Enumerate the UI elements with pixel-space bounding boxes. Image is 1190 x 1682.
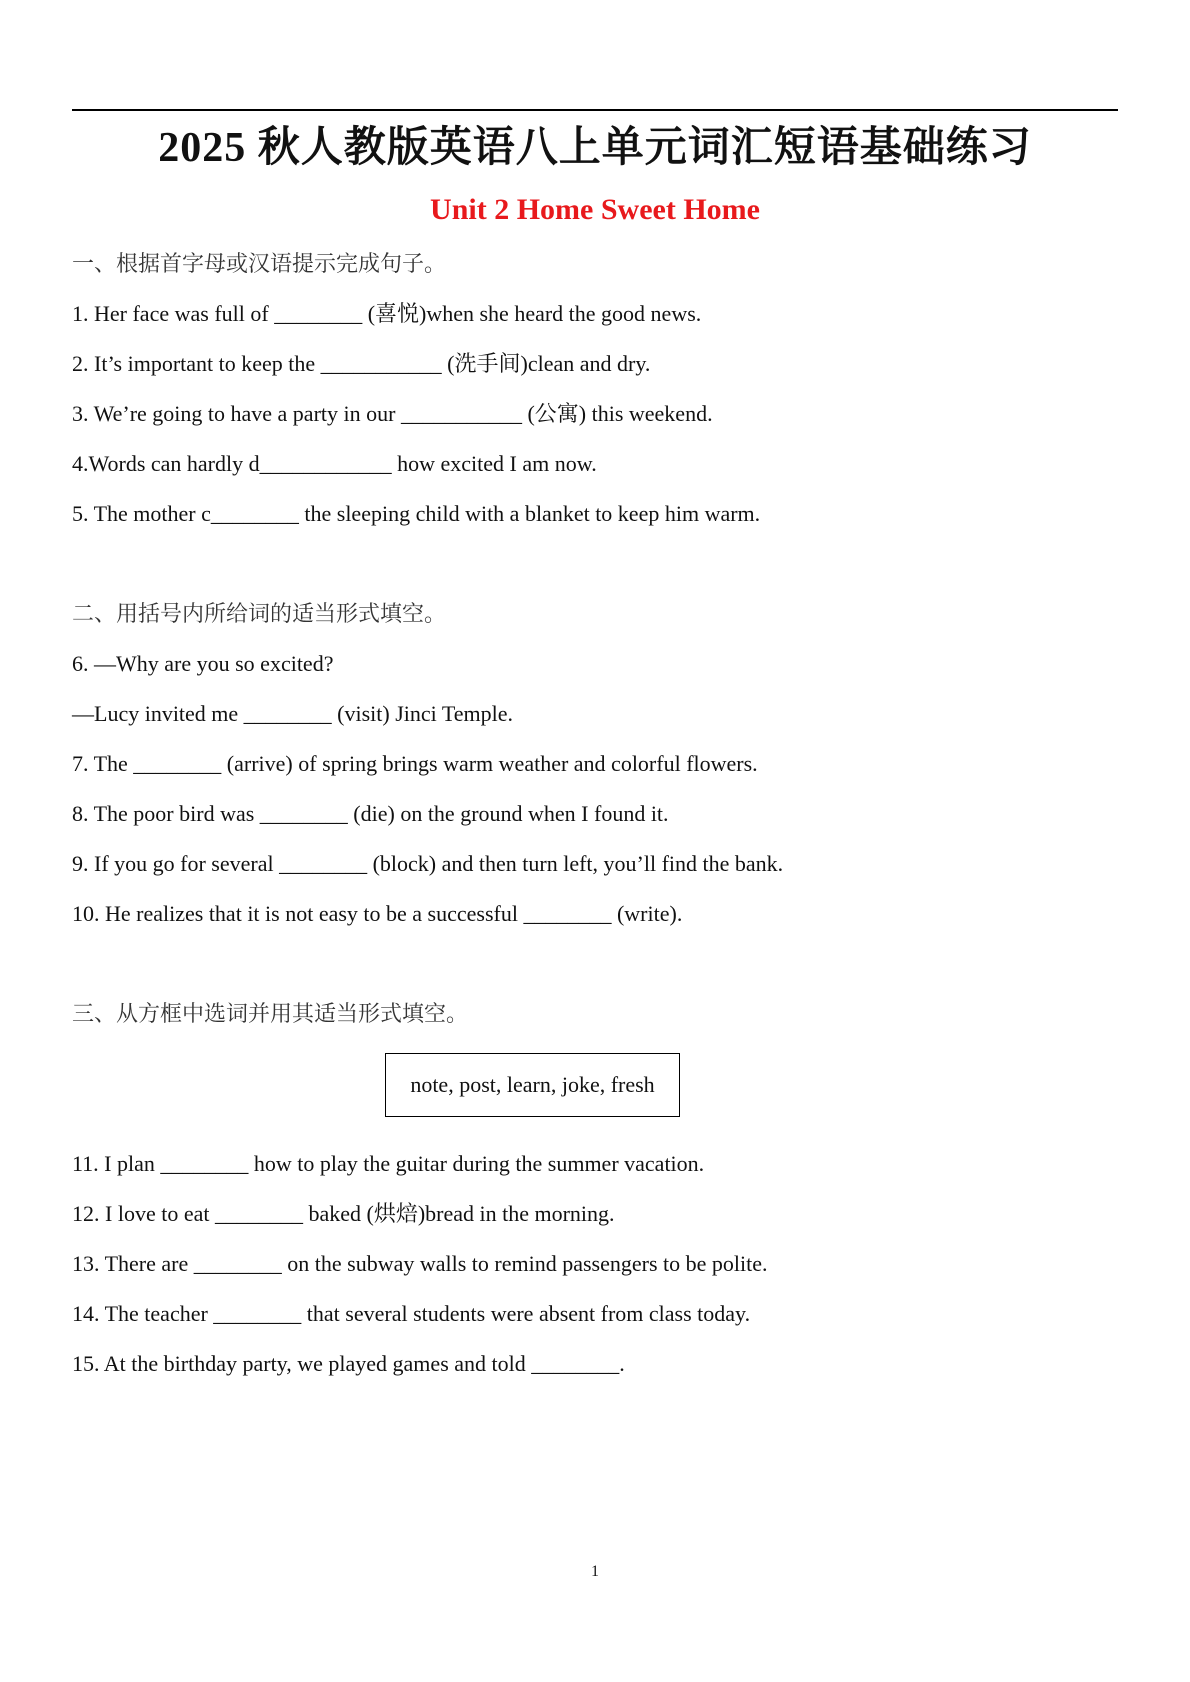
question-12: 12. I love to eat ________ baked (烘焙)bread in the morning.	[72, 1201, 615, 1226]
question-2: 2. It’s important to keep the ___________ (洗手间)clean and dry.	[72, 351, 651, 376]
question-4: 4.Words can hardly d____________ how excited I am now.	[72, 451, 597, 476]
section-1-heading: 一、根据首字母或汉语提示完成句子。	[72, 251, 447, 276]
question-15: 15. At the birthday party, we played games and told ________.	[72, 1351, 625, 1376]
question-3: 3. We’re going to have a party in our ___________ (公寓) this weekend.	[72, 401, 713, 426]
unit-subtitle: Unit 2 Home Sweet Home	[430, 193, 760, 226]
question-13: 13. There are ________ on the subway walls to remind passengers to be polite.	[72, 1251, 768, 1276]
question-5: 5. The mother c________ the sleeping child with a blanket to keep him warm.	[72, 501, 761, 526]
top-rule	[72, 109, 1118, 111]
question-6-response: —Lucy invited me ________ (visit) Jinci Temple.	[72, 701, 514, 726]
question-11: 11. I plan ________ how to play the guitar during the summer vacation.	[72, 1151, 705, 1176]
question-9: 9. If you go for several ________ (block) and then turn left, you’ll find the bank.	[72, 851, 784, 876]
question-1: 1. Her face was full of ________ (喜悦)when she heard the good news.	[72, 301, 702, 326]
question-6: 6. —Why are you so excited?	[72, 651, 334, 676]
question-10: 10. He realizes that it is not easy to be a successful ________ (write).	[72, 901, 683, 926]
section-3-heading: 三、从方框中选词并用其适当形式填空。	[72, 1001, 469, 1026]
section-2-heading: 二、用括号内所给词的适当形式填空。	[72, 601, 447, 626]
page-number: 1	[591, 1563, 599, 1580]
question-14: 14. The teacher ________ that several students were absent from class today.	[72, 1301, 751, 1326]
question-8: 8. The poor bird was ________ (die) on the ground when I found it.	[72, 801, 669, 826]
question-7: 7. The ________ (arrive) of spring brings warm weather and colorful flowers.	[72, 751, 758, 776]
page-title: 2025 秋人教版英语八上单元词汇短语基础练习	[158, 125, 1032, 171]
word-box: note, post, learn, joke, fresh	[385, 1053, 680, 1117]
